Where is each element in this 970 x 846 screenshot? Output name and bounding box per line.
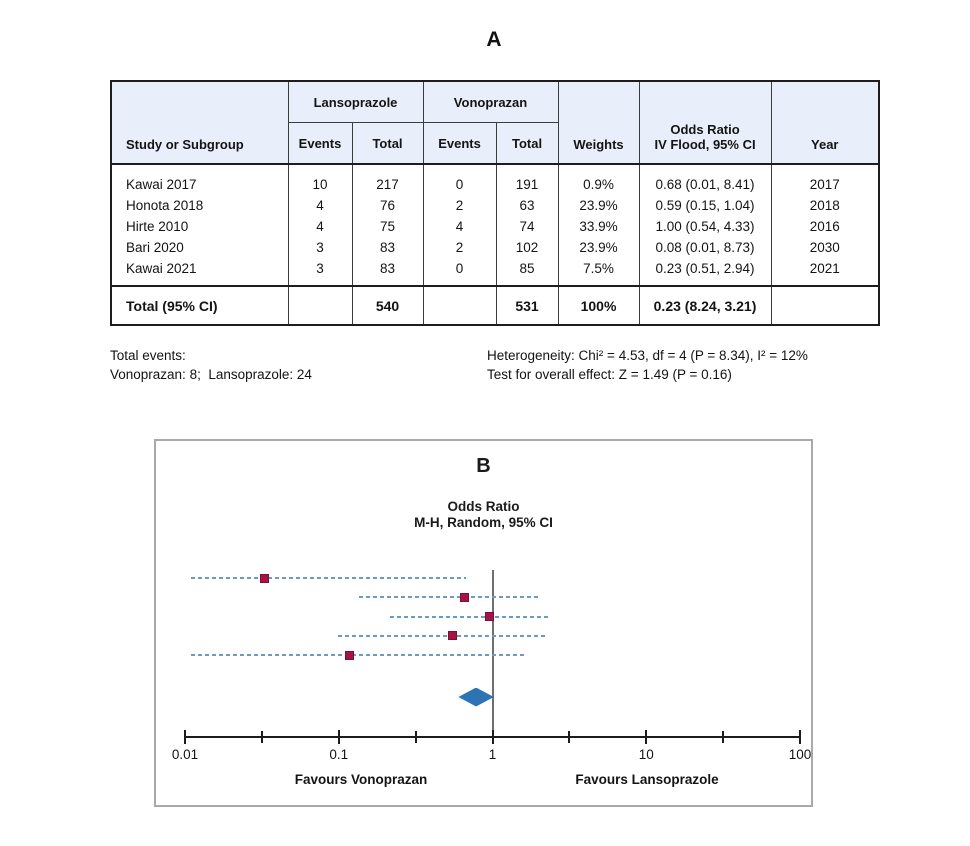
ci-line bbox=[191, 577, 465, 579]
col-header-study: Study or Subgroup bbox=[111, 81, 288, 164]
col-header-vono-total: Total bbox=[496, 123, 558, 165]
col-header-weights: Weights bbox=[558, 81, 639, 164]
x-axis-minor-tick bbox=[568, 731, 570, 743]
pooled-diamond bbox=[458, 688, 493, 707]
x-axis-major-tick bbox=[799, 730, 801, 744]
table-row bbox=[111, 258, 879, 286]
ci-line bbox=[338, 635, 547, 637]
or-marker bbox=[460, 593, 469, 602]
col-header-odds-ratio bbox=[639, 81, 771, 164]
total-vono-events bbox=[423, 286, 496, 325]
x-axis-tick-label: 0.01 bbox=[171, 747, 199, 762]
lanso-events: 3 bbox=[288, 258, 352, 286]
ci-line bbox=[359, 596, 541, 598]
x-axis-major-tick bbox=[492, 730, 494, 744]
subtitle-line1: Odds Ratio bbox=[447, 499, 520, 514]
year: 2018 bbox=[771, 195, 879, 216]
forest-plot-area bbox=[171, 441, 812, 805]
table-row bbox=[111, 216, 879, 237]
vono-events: 2 bbox=[423, 195, 496, 216]
panel-b bbox=[154, 439, 813, 807]
x-axis-minor-tick bbox=[261, 731, 263, 743]
lanso-total: 75 bbox=[352, 216, 423, 237]
lanso-events: 4 bbox=[288, 195, 352, 216]
col-header-vono-events: Events bbox=[423, 123, 496, 165]
overall-effect-line: Test for overall effect: Z = 1.49 (P = 0.16) bbox=[487, 367, 732, 382]
weight: 23.9% bbox=[558, 237, 639, 258]
or-marker bbox=[448, 631, 457, 640]
total-events-line2: Vonoprazan: 8; Lansoprazole: 24 bbox=[110, 367, 312, 382]
total-events-footnote bbox=[110, 346, 312, 384]
col-header-lanso-events: Events bbox=[288, 123, 352, 165]
odds-ratio-ci: 0.08 (0.01, 8.73) bbox=[639, 237, 771, 258]
total-year bbox=[771, 286, 879, 325]
heterogeneity-line: Heterogeneity: Chi² = 4.53, df = 4 (P = 8.34), I² = 12% bbox=[487, 348, 808, 363]
x-axis-tick-label: 100 bbox=[788, 747, 812, 762]
total-odds-ratio-ci: 0.23 (8.24, 3.21) bbox=[639, 286, 771, 325]
x-axis-tick-label: 10 bbox=[638, 747, 654, 762]
odds-ratio-ci: 1.00 (0.54, 4.33) bbox=[639, 216, 771, 237]
odds-ratio-ci: 0.23 (0.51, 2.94) bbox=[639, 258, 771, 286]
total-weight: 100% bbox=[558, 286, 639, 325]
total-row bbox=[111, 286, 879, 325]
panel-a-table bbox=[110, 80, 880, 326]
table-row bbox=[111, 237, 879, 258]
vono-events: 0 bbox=[423, 258, 496, 286]
table-row bbox=[111, 195, 879, 216]
vono-total: 102 bbox=[496, 237, 558, 258]
ci-line bbox=[390, 616, 549, 618]
vono-events: 2 bbox=[423, 237, 496, 258]
vono-total: 74 bbox=[496, 216, 558, 237]
or-marker bbox=[345, 651, 354, 660]
study-name: Kawai 2017 bbox=[111, 164, 288, 195]
weight: 23.9% bbox=[558, 195, 639, 216]
x-axis-minor-tick bbox=[415, 731, 417, 743]
or-marker bbox=[485, 612, 494, 621]
vono-total: 85 bbox=[496, 258, 558, 286]
odds-ratio-header-line1: Odds Ratio bbox=[670, 122, 740, 137]
or-marker bbox=[260, 574, 269, 583]
study-name: Hirte 2010 bbox=[111, 216, 288, 237]
ci-line bbox=[191, 654, 525, 656]
statistics-footnote bbox=[487, 346, 808, 384]
x-axis-tick-label: 1 bbox=[488, 747, 497, 762]
panel-b-label: B bbox=[476, 455, 491, 477]
total-events-line1: Total events: bbox=[110, 348, 186, 363]
x-axis-major-tick bbox=[184, 730, 186, 744]
total-label: Total (95% CI) bbox=[111, 286, 288, 325]
weight: 0.9% bbox=[558, 164, 639, 195]
col-header-lanso-total: Total bbox=[352, 123, 423, 165]
year: 2030 bbox=[771, 237, 879, 258]
col-group-vonoprazan: Vonoprazan bbox=[423, 81, 558, 123]
vono-events: 0 bbox=[423, 164, 496, 195]
total-vono-total: 531 bbox=[496, 286, 558, 325]
vono-events: 4 bbox=[423, 216, 496, 237]
favours-lansoprazole-label: Favours Lansoprazole bbox=[575, 772, 719, 787]
year: 2016 bbox=[771, 216, 879, 237]
table-row bbox=[111, 164, 879, 195]
total-lanso-events bbox=[288, 286, 352, 325]
vono-total: 63 bbox=[496, 195, 558, 216]
odds-ratio-ci: 0.68 (0.01, 8.41) bbox=[639, 164, 771, 195]
col-header-year: Year bbox=[771, 81, 879, 164]
odds-ratio-ci: 0.59 (0.15, 1.04) bbox=[639, 195, 771, 216]
vono-total: 191 bbox=[496, 164, 558, 195]
col-group-lansoprazole: Lansoprazole bbox=[288, 81, 423, 123]
weight: 33.9% bbox=[558, 216, 639, 237]
study-name: Kawai 2021 bbox=[111, 258, 288, 286]
study-name: Bari 2020 bbox=[111, 237, 288, 258]
subtitle-line2: M-H, Random, 95% CI bbox=[414, 515, 553, 530]
lanso-events: 4 bbox=[288, 216, 352, 237]
x-axis-minor-tick bbox=[722, 731, 724, 743]
year: 2021 bbox=[771, 258, 879, 286]
lanso-total: 83 bbox=[352, 237, 423, 258]
total-lanso-total: 540 bbox=[352, 286, 423, 325]
panel-a-label: A bbox=[486, 28, 502, 51]
odds-ratio-header-line2: IV Flood, 95% CI bbox=[654, 137, 756, 152]
favours-vonoprazan-label: Favours Vonoprazan bbox=[294, 772, 428, 787]
lanso-total: 76 bbox=[352, 195, 423, 216]
x-axis-tick-label: 0.1 bbox=[329, 747, 349, 762]
lanso-total: 217 bbox=[352, 164, 423, 195]
weight: 7.5% bbox=[558, 258, 639, 286]
lanso-total: 83 bbox=[352, 258, 423, 286]
x-axis-major-tick bbox=[645, 730, 647, 744]
lanso-events: 3 bbox=[288, 237, 352, 258]
lanso-events: 10 bbox=[288, 164, 352, 195]
x-axis-major-tick bbox=[338, 730, 340, 744]
year: 2017 bbox=[771, 164, 879, 195]
study-name: Honota 2018 bbox=[111, 195, 288, 216]
